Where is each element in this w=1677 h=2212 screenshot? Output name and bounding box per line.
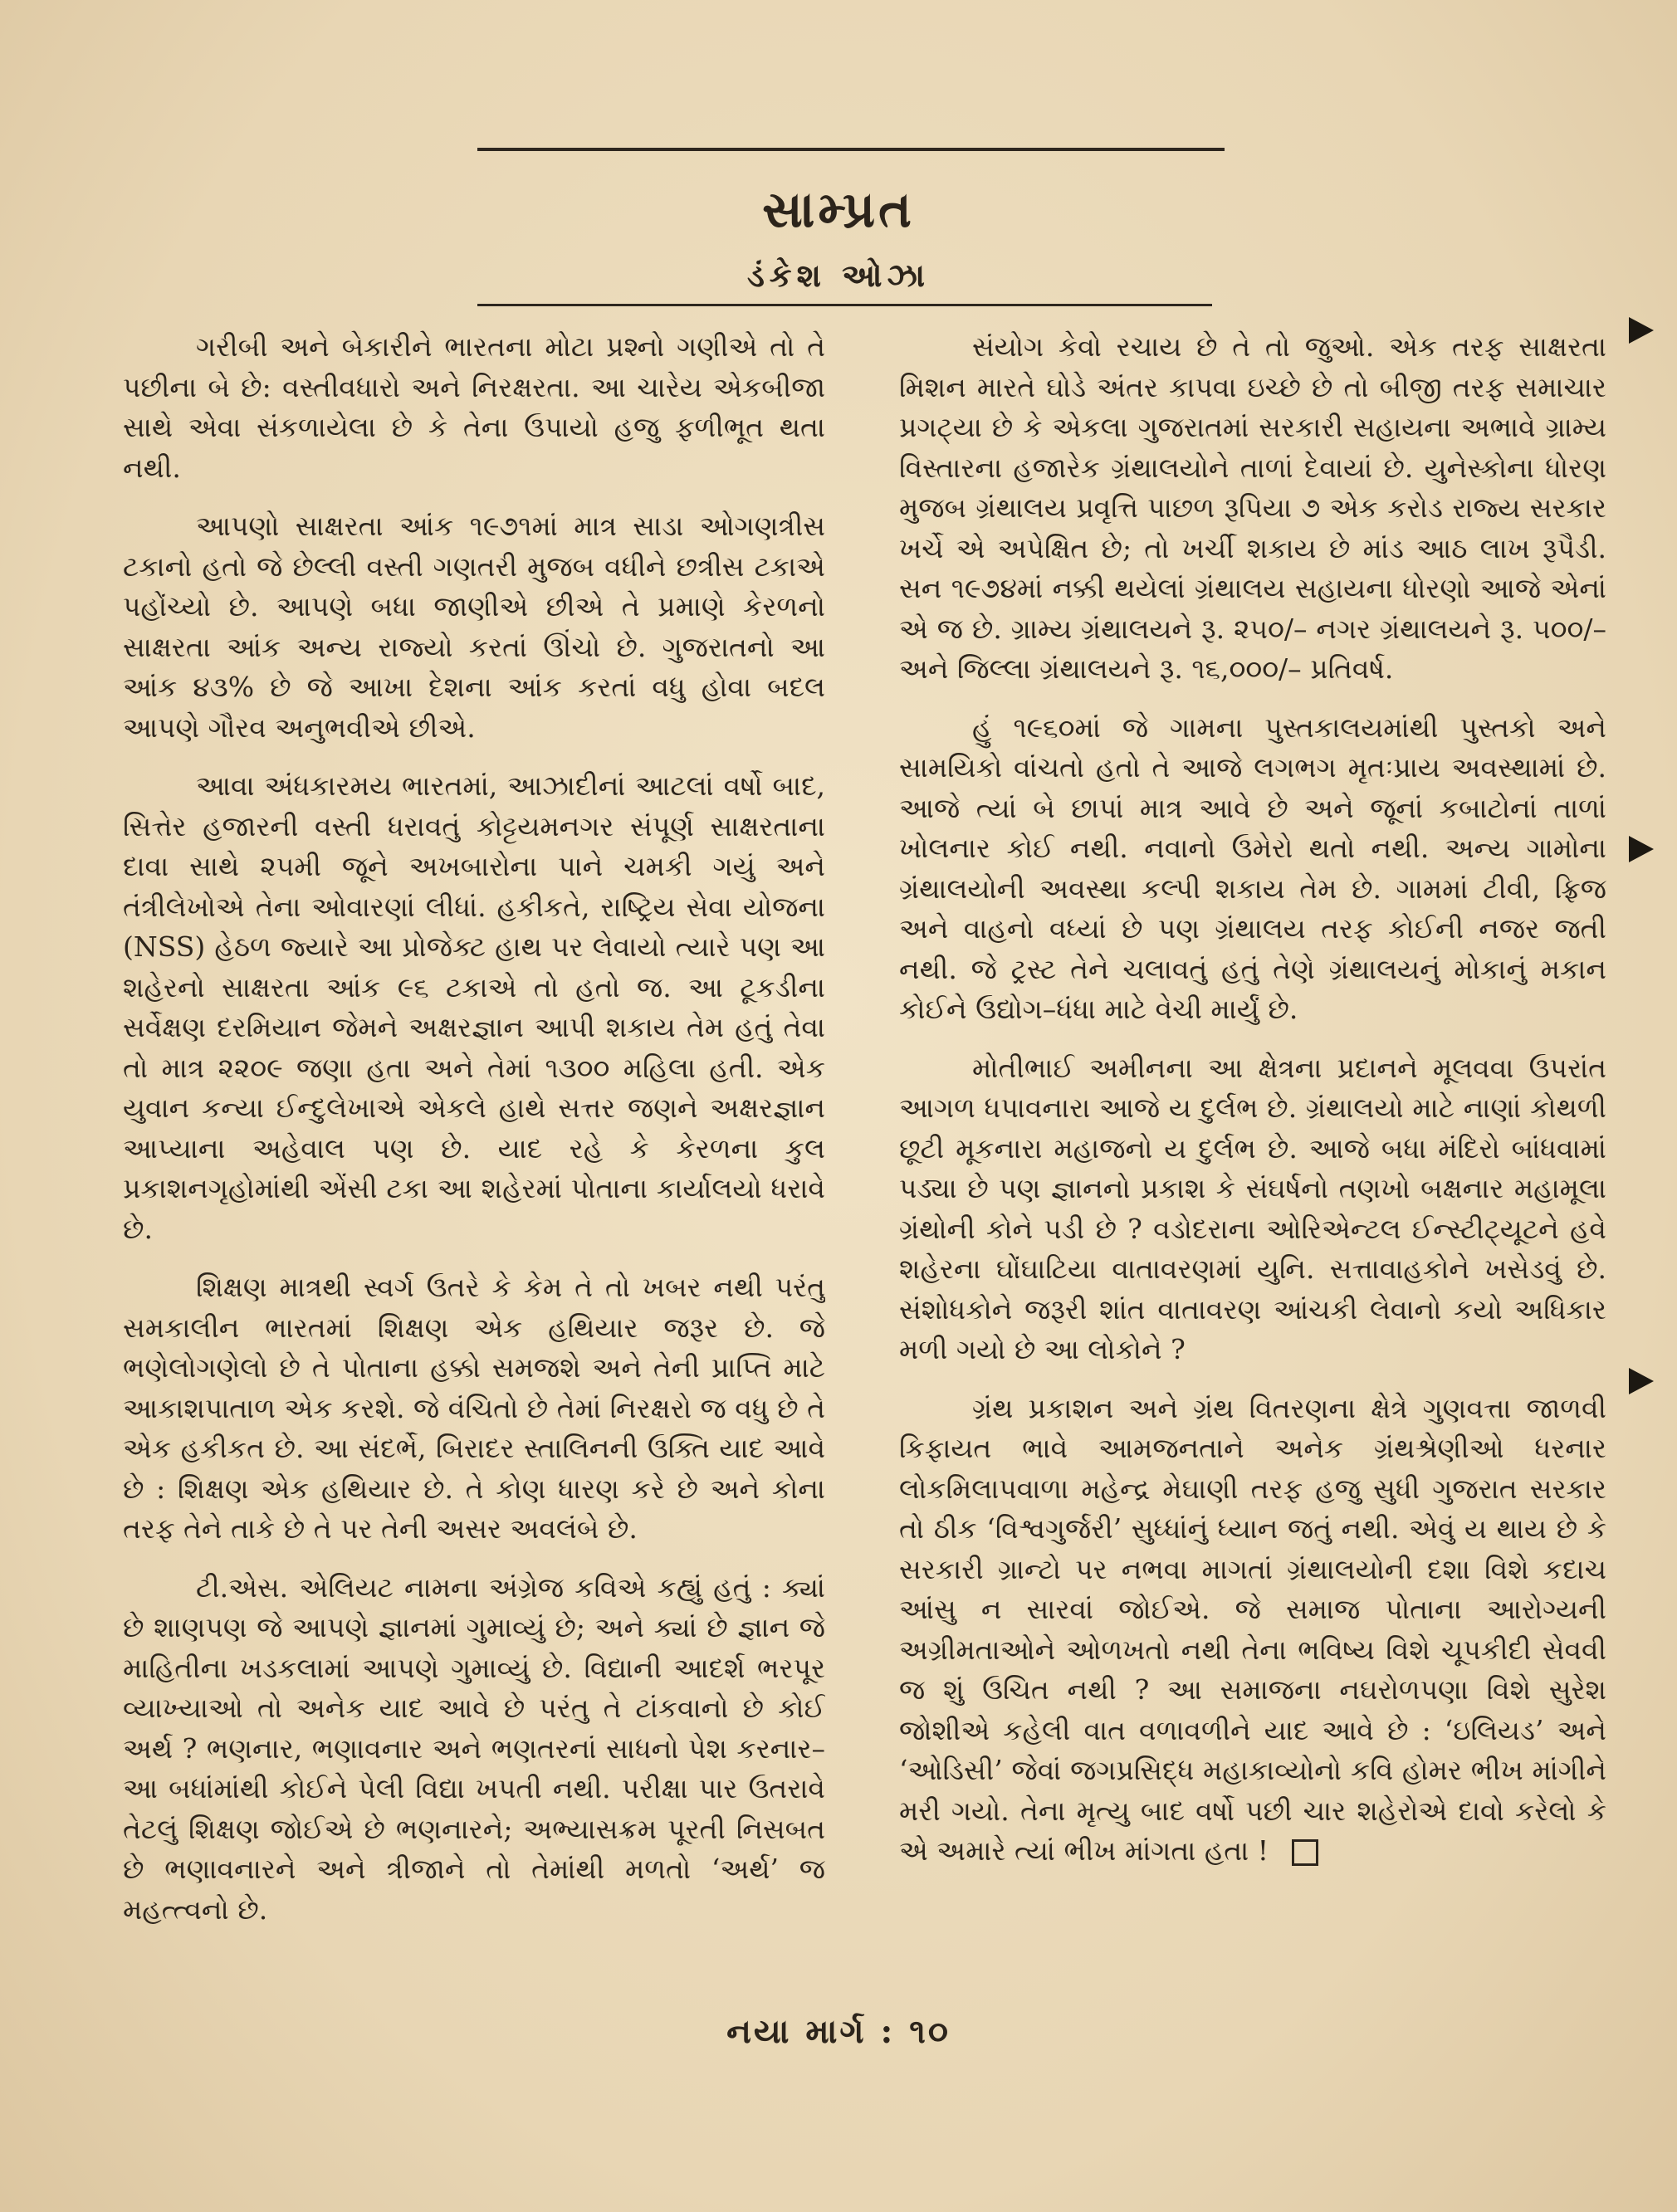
margin-mark-icon xyxy=(1629,836,1654,862)
paragraph: મોતીભાઈ અમીનના આ ક્ષેત્રના પ્રદાનને મૂલવવા ઉપરાંત આગળ ધપાવનારા આજે ય દુર્લભ છે. ગ્રંથાલયો માટે નાણાં કોથળી છૂટી મૂકનારા મહાજનો ય દુર્લભ છે. આજે બધા મંદિરો બાંધવામાં પડ્યા છે પણ જ્ઞાનનો પ્રકાશ કે સંઘર્ષનો તણખો બક્ષનાર મહામૂલા ગ્રંથોની કોને પડી છે ? વડોદરાના ઓરિએન્ટલ ઈન્સ્ટીટ્યૂટને હવે શહેરના ઘોંઘાટિયા વાતાવરણમાં યુનિ. સત્તાવાહકોને ખસેડવું છે. સંશોધકોને જરૂરી શાંત વાતાવરણ આંચકી લેવાનો કયો અધિકાર મળી ગયો છે આ લોકોને ? xyxy=(899,1051,1606,1365)
paragraph: સંયોગ કેવો રચાય છે તે તો જુઓ. એક તરફ સાક્ષરતા મિશન મારતે ઘોડે અંતર કાપવા ઇચ્છે છે તો બીજી તરફ સમાચાર પ્રગટ્યા છે કે એકલા ગુજરાતમાં સરકારી સહાયના અભાવે ગ્રામ્ય વિસ્તારના હજારેક ગ્રંથાલયોને તાળાં દેવાયાં છે. યુનેસ્કોના ધોરણ મુજબ ગ્રંથાલય પ્રવૃત્તિ પાછળ રૂપિયા ૭ એક કરોડ રાજ્ય સરકાર ખર્ચે એ અપેક્ષિત છે; તો ખર્ચી શકાય છે માંડ આઠ લાખ રૂપૈડી. સન ૧૯૭૪માં નક્કી થયેલાં ગ્રંથાલય સહાયના ધોરણો આજે એનાં એ જ છે. ગ્રામ્ય ગ્રંથાલયને રૂ. ૨૫૦/– નગર ગ્રંથાલયને રૂ. ૫૦૦/– અને જિલ્લા ગ્રંથાલયને રૂ. ૧૬,૦૦૦/– પ્રતિવર્ષ. xyxy=(899,330,1606,685)
paragraph-text: ગ્રંથ પ્રકાશન અને ગ્રંથ વિતરણના ક્ષેત્રે ગુણવત્તા જાળવી કિફાયત ભાવે આમજનતાને અનેક ગ્રંથશ્રેણીઓ ધરનાર લોકમિલાપવાળા મહેન્દ્ર મેઘાણી તરફ હજુ સુધી ગુજરાત સરકાર તો ઠીક ‘વિશ્વગુર્જરી’ સુધ્ધાંનું ધ્યાન જતું નથી. એવું ય થાય છે કે સરકારી ગ્રાન્ટો પર નભવા માગતાં ગ્રંથાલયોની દશા વિશે કદાચ આંસુ ન સારવાં જોઈએ. જે સમાજ પોતાના આરોગ્યની અગ્રીમતાઓને ઓળખતો નથી તેના ભવિષ્ય વિશે ચૂપકીદી સેવવી જ શું ઉચિત નથી ? આ સમાજના નઘરોળપણા વિશે સુરેશ જોશીએ કહેલી વાત વળાવળીને યાદ આવે છે : ‘ઇલિયડ’ અને ‘ઓડિસી’ જેવાં જગપ્રસિદ્ધ મહાકાવ્યોનો કવિ હોમર ભીખ માંગીને મરી ગયો. તેના મૃત્યુ બાદ વર્ષો પછી ચાર શહેરોએ દાવો કરેલો કે એ અમારે ત્યાં ભીખ માંગતા હતા ! xyxy=(899,1391,1606,1867)
paragraph-last xyxy=(899,1389,1606,1872)
paragraph: આપણો સાક્ષરતા આંક ૧૯૭૧માં માત્ર સાડા ઓગણત્રીસ ટકાનો હતો જે છેલ્લી વસ્તી ગણતરી મુજબ વધીને છત્રીસ ટકાએ પહોંચ્યો છે. આપણે બધા જાણીએ છીએ તે પ્રમાણે કેરળનો સાક્ષરતા આંક અન્ય રાજ્યો કરતાં ઊંચો છે. ગુજરાતનો આ આંક ૪૩% છે જે આખા દેશના આંક કરતાં વધુ હોવા બદલ આપણે ગૌરવ અનુભવીએ છીએ. xyxy=(123,510,825,744)
article-author: ડંકેશ ઓઝા xyxy=(746,256,931,294)
paragraph: ટી.એસ. એલિયટ નામના અંગ્રેજ કવિએ કહ્યું હતું : ક્યાં છે શાણપણ જે આપણે જ્ઞાનમાં ગુમાવ્યું છે; અને ક્યાં છે જ્ઞાન જે માહિતીના ખડકલામાં આપણે ગુમાવ્યું છે. વિદ્યાની આદર્શ ભરપૂર વ્યાખ્યાઓ તો અનેક યાદ આવે છે પરંતુ તે ટાંકવાનો છે કોઈ અર્થ ? ભણનાર, ભણાવનાર અને ભણતરનાં સાધનો પેશ કરનાર–આ બધાંમાંથી કોઈને પેલી વિદ્યા ખપતી નથી. પરીક્ષા પાર ઉતરાવે તેટલું શિક્ષણ જોઈએ છે ભણનારને; અભ્યાસક્રમ પૂરતી નિસબત છે ભણાવનારને અને ત્રીજાને તો તેમાંથી મળતો ‘અર્થ’ જ મહત્ત્વનો છે. xyxy=(123,1570,825,1926)
top-rule xyxy=(477,148,1225,151)
margin-mark-icon xyxy=(1629,317,1654,344)
end-mark-icon xyxy=(1292,1839,1318,1866)
title-rule xyxy=(477,304,1212,306)
paragraph: ગરીબી અને બેકારીને ભારતના મોટા પ્રશ્નો ગણીએ તો તે પછીના બે છે: વસ્તીવધારો અને નિરક્ષરતા. આ ચારેય એકબીજા સાથે એવા સંકળાયેલા છે કે તેના ઉપાયો હજુ ફળીભૂત થતા નથી. xyxy=(123,330,825,484)
article-title: સામ્પ્રત xyxy=(762,181,915,239)
page-footer: નયા માર્ગ : ૧૦ xyxy=(726,2012,951,2051)
paragraph: આવા અંધકારમય ભારતમાં, આઝાદીનાં આટલાં વર્ષો બાદ, સિત્તેર હજારની વસ્તી ધરાવતું કોટ્ટયમનગર સંપૂર્ણ સાક્ષરતાના દાવા સાથે ૨૫મી જૂને અખબારોના પાને ચમકી ગયું અને તંત્રીલેખોએ તેના ઓવારણાં લીધાં. હકીકતે, રાષ્ટ્રિય સેવા યોજના (NSS) હેઠળ જ્યારે આ પ્રોજેક્ટ હાથ પર લેવાયો ત્યારે પણ આ શહેરનો સાક્ષરતા આંક ૯૬ ટકાએ તો હતો જ. આ ટૂકડીના સર્વેક્ષણ દરમિયાન જેમને અક્ષરજ્ઞાન આપી શકાય તેમ હતું તેવા તો માત્ર ૨૨૦૯ જણા હતા અને તેમાં ૧૩૦૦ મહિલા હતી. એક યુવાન કન્યા ઈન્દુલેખાએ એકલે હાથે સત્તર જણને અક્ષરજ્ઞાન આપ્યાના અહેવાલ પણ છે. યાદ રહે કે કેરળના કુલ પ્રકાશનગૃહોમાંથી એંસી ટકા આ શહેરમાં પોતાના કાર્યાલયો ધરાવે છે. xyxy=(123,769,825,1245)
margin-mark-icon xyxy=(1629,1368,1654,1394)
right-column xyxy=(899,327,1606,1995)
paragraph: શિક્ષણ માત્રથી સ્વર્ગ ઉતરે કે કેમ તે તો ખબર નથી પરંતુ સમકાલીન ભારતમાં શિક્ષણ એક હથિયાર જરૂર છે. જે ભણેલોગણેલો છે તે પોતાના હક્કો સમજશે અને તેની પ્રાપ્તિ માટે આકાશપાતાળ એક કરશે. જે વંચિતો છે તેમાં નિરક્ષરો જ વધુ છે તે એક હકીકત છે. આ સંદર્ભે, બિરાદર સ્તાલિનની ઉક્તિ યાદ આવે છે : શિક્ષણ એક હથિયાર છે. તે કોણ ધારણ કરે છે અને કોના તરફ તેને તાકે છે તે પર તેની અસર અવલંબે છે. xyxy=(123,1271,825,1545)
paragraph: હું ૧૯૬૦માં જે ગામના પુસ્તકાલયમાંથી પુસ્તકો અને સામયિકો વાંચતો હતો તે આજે લગભગ મૃતઃપ્રાય અવસ્થામાં છે. આજે ત્યાં બે છાપાં માત્ર આવે છે અને જૂનાં કબાટોનાં તાળાં ખોલનાર કોઈ નથી. નવાનો ઉમેરો થતો નથી. અન્ય ગામોના ગ્રંથાલયોની અવસ્થા કલ્પી શકાય તેમ છે. ગામમાં ટીવી, ફ્રિજ અને વાહનો વધ્યાં છે પણ ગ્રંથાલય તરફ કોઈની નજર જતી નથી. જે ટ્રસ્ટ તેને ચલાવતું હતું તેણે ગ્રંથાલયનું મોકાનું મકાન કોઈને ઉદ્યોગ–ધંધા માટે વેચી માર્યું છે. xyxy=(899,710,1606,1025)
left-column xyxy=(123,327,825,1995)
